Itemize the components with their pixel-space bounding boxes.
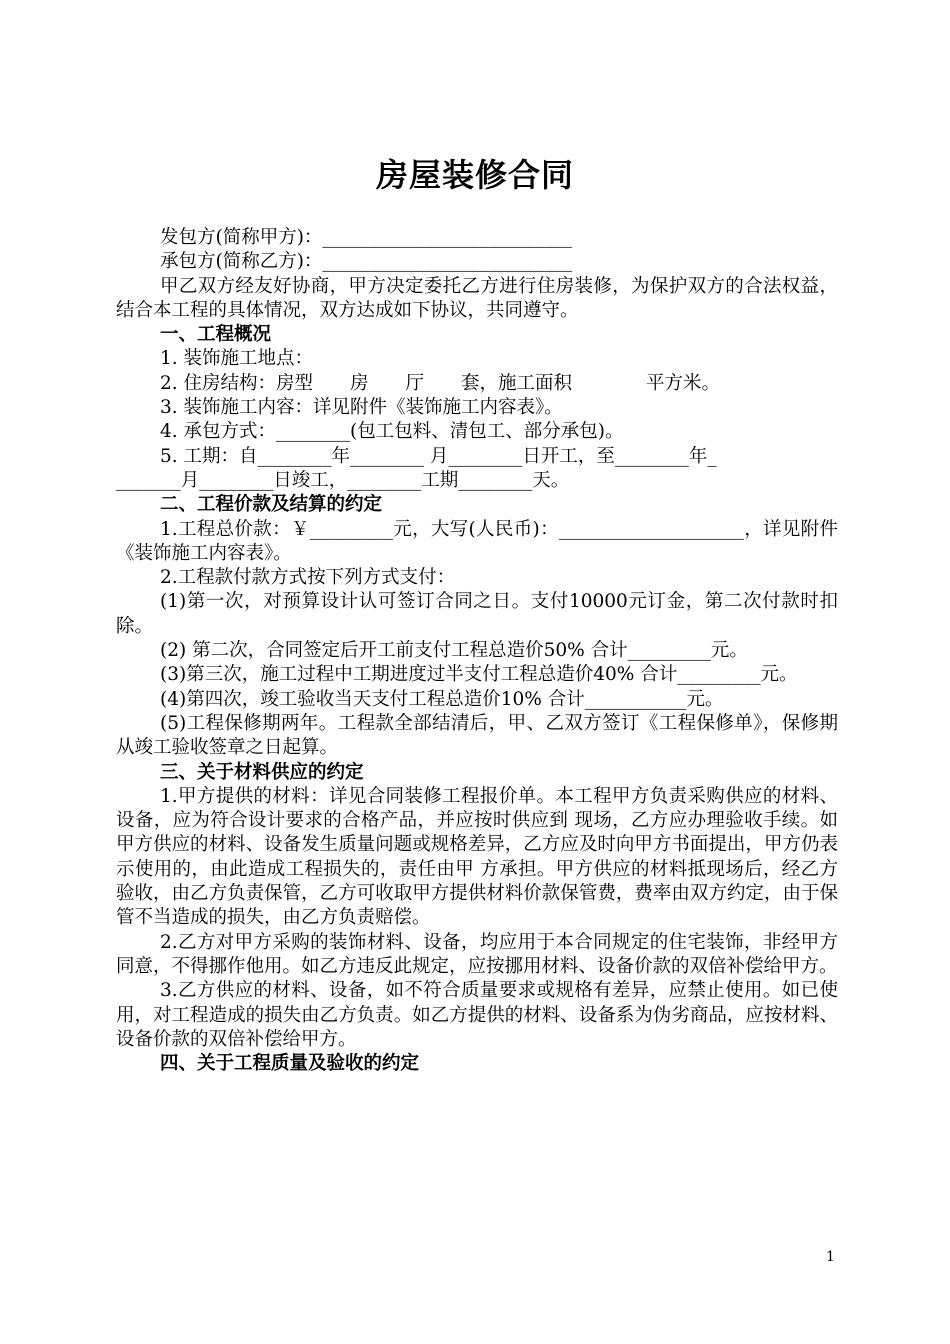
paragraph: (2) 第二次，合同签定后开工前支付工程总造价50% 合计_________元。 xyxy=(160,640,748,662)
paragraph: 4. 承包方式：________(包工包料、清包工、部分承包)。 xyxy=(160,421,624,443)
paragraph: (1)第一次，对预算设计认可签订合同之日。支付10000元订金，第二次付款时扣除。 xyxy=(116,591,838,637)
paragraph: 2.工程款付款方式按下列方式支付： xyxy=(160,567,456,589)
paragraph: (4)第四次，竣工验收当天支付工程总造价10% 合计___________元。 xyxy=(160,688,724,710)
paragraph: 发包方(简称甲方)：___________________________ xyxy=(160,227,573,248)
section-heading: 四、关于工程质量及验收的约定 xyxy=(160,1053,420,1075)
paragraph: (3)第三次，施工过程中工期进度过半支付工程总造价40% 合计_________元。 xyxy=(160,664,798,686)
paragraph: 2.乙方对甲方采购的装饰材料、设备，均应用于本合同规定的住宅装饰，非经甲方同意，不得挪作他用。如乙方违反此规定，应按挪用材料、设备价款的双倍补偿给甲方。 xyxy=(116,931,838,977)
section-heading: 三、关于材料供应的约定 xyxy=(160,761,364,783)
paragraph: 2. 住房结构：房型 房 厅 套，施工面积 平方米。 xyxy=(160,372,721,394)
paragraph: 3.乙方供应的材料、设备，如不符合质量要求或规格有差异，应禁止使用。如已使用，对工程造成的损失由乙方负责。如乙方提供的材料、设备系为伪劣商品，应按材料、设备价款的双倍补偿给甲方。 xyxy=(116,980,838,1050)
paragraph: 承包方(简称乙方)：___________________________ xyxy=(160,251,573,273)
section-heading: 二、工程价款及结算的约定 xyxy=(160,494,383,516)
paragraph: 1.甲方提供的材料：详见合同装修工程报价单。本工程甲方负责采购供应的材料、设备，应为符合设计要求的合格产品，并应按时供应到 现场，乙方应办理验收手续。如甲方供应的材料、设备发生质量问题或规格差异，乙方应及时向甲方书面提出，甲方仍表示使用的，由此造成工程损失的，责任由甲 方承担。甲方供应的材料抵现场后，经乙方验收，由乙方负责保管，乙方可收取甲方提供材料价款保管费，费率由双方约定，由于保管不当造成的损失，由乙方负责赔偿。 xyxy=(116,785,838,929)
section-heading: 一、工程概况 xyxy=(160,324,272,346)
paragraph: 3. 装饰施工内容：详见附件《装饰施工内容表》。 xyxy=(160,397,563,419)
page-number: 1 xyxy=(826,1249,835,1265)
document-body xyxy=(116,226,838,1076)
paragraph: (5)工程保修期两年。工程款全部结清后，甲、乙双方签订《工程保修单》，保修期从竣工验收签章之日起算。 xyxy=(116,712,838,759)
paragraph: 1.工程总价款：￥_________元，大写(人民币)：____________________，详见附件《装饰施工内容表》。 xyxy=(116,518,838,564)
paragraph: 1. 装饰施工地点： xyxy=(160,348,314,370)
paragraph: 甲乙双方经友好协商，甲方决定委托乙方进行住房装修，为保护双方的合法权益，结合本工程的具体情况，双方达成如下协议，共同遵守。 xyxy=(116,275,838,321)
paragraph: _______月________日竣工，________工期________天。 xyxy=(116,469,570,491)
document-title: 房屋装修合同 xyxy=(375,156,574,194)
paragraph: 5. 工期：自________年________ 月________日开工，至________年_ xyxy=(160,445,717,467)
